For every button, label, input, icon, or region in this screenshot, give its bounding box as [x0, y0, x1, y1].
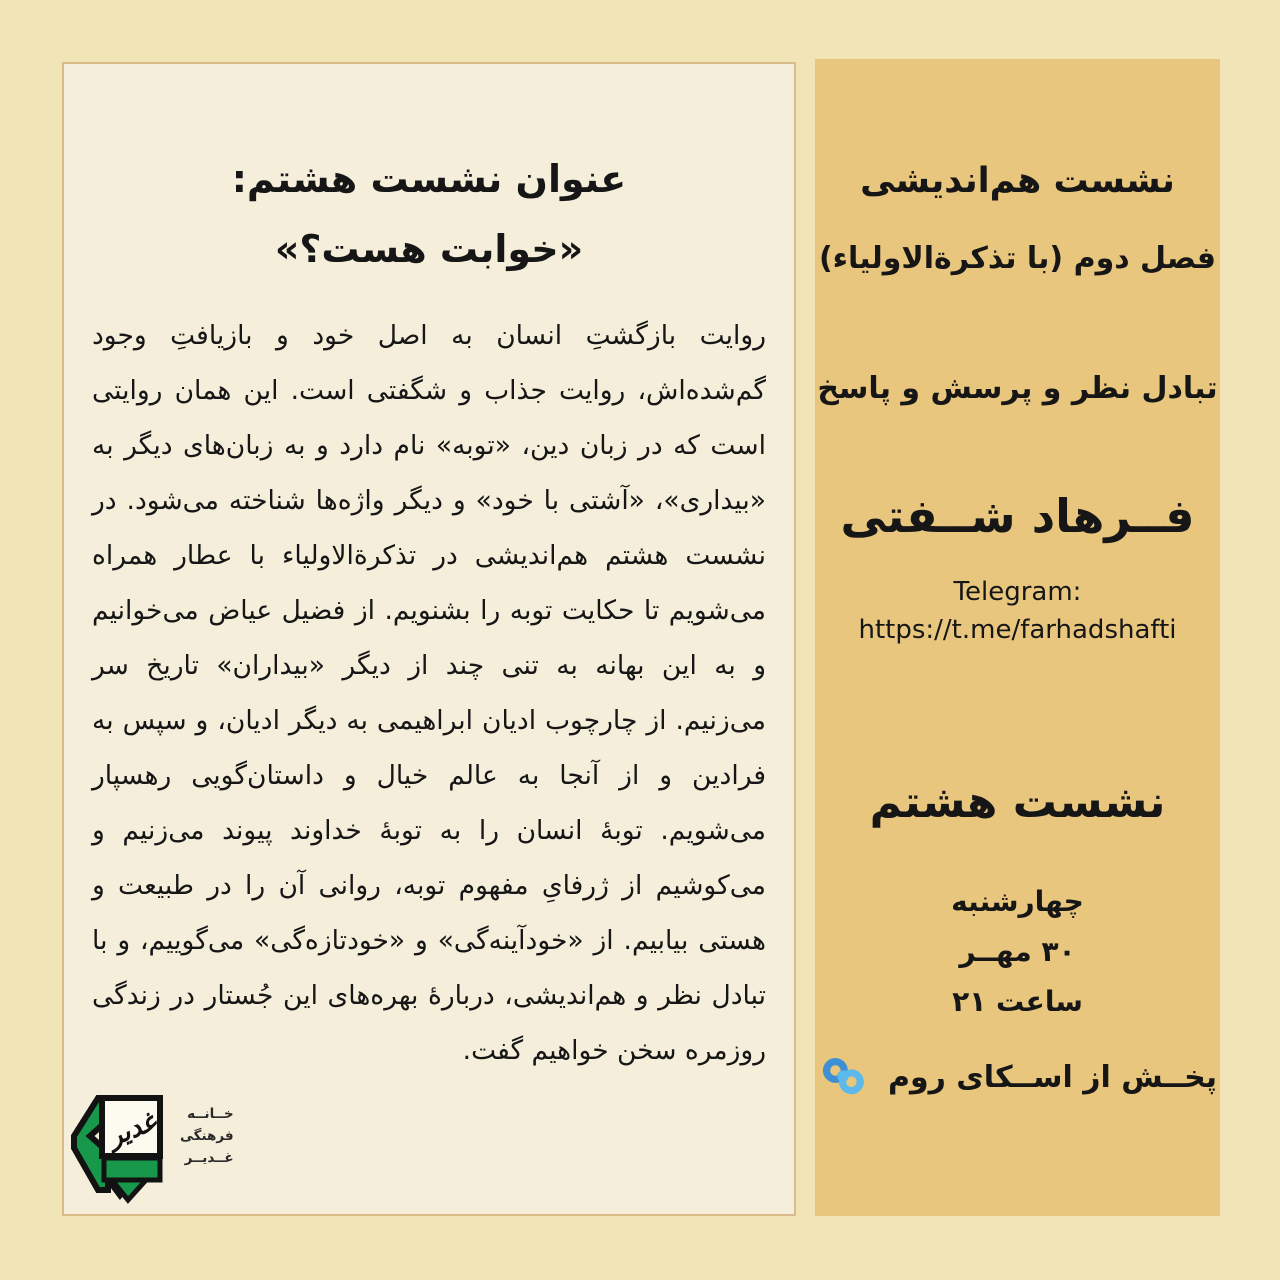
org-line2: فرهنگی: [180, 1128, 234, 1144]
broadcast-label: پخــش از اســکای روم: [887, 1059, 1218, 1095]
ghadir-logo-icon: [68, 1088, 168, 1210]
speaker-name: فــرهاد شــفتی: [840, 489, 1195, 543]
event-time: ساعت ۲۱: [952, 985, 1083, 1018]
skyroom-icon: [818, 1055, 870, 1099]
ghadir-calligraphy: غدیر: [103, 1106, 161, 1153]
left-panel: [62, 62, 796, 1216]
right-panel: [815, 59, 1220, 1216]
session-title-line2: «خوابت هست؟»: [274, 227, 584, 271]
telegram-url[interactable]: https://t.me/farhadshafti: [858, 615, 1177, 645]
qa-heading: تبادل نظر و پرسش و پاسخ: [817, 371, 1218, 406]
broadcast-row: [815, 1055, 1220, 1099]
session-number-heading: نشست هشتم: [869, 777, 1166, 828]
ghadir-logo: [68, 1088, 234, 1210]
ghadir-logo-caption: [180, 1103, 234, 1195]
session-title: [64, 144, 794, 284]
event-weekday: چهارشنبه: [951, 885, 1084, 918]
meeting-type-heading: نشست هم‌اندیشی: [860, 161, 1175, 201]
org-line3: غــدیــر: [184, 1150, 234, 1166]
event-date: ۳۰ مهــر: [959, 935, 1076, 968]
season-heading: فصل دوم (با تذکرةالاولیاء): [818, 241, 1217, 276]
org-line1: خــانــه: [187, 1106, 234, 1122]
session-title-line1: عنوان نشست هشتم:: [231, 157, 627, 201]
session-description: روایت بازگشتِ انسان به اصل خود و بازیافتِ وجود گم‌شده‌اش، روایت جذاب و شگفتی است. این همان روایتی است که در زبان دین، «توبه» نام دارد و به زبان‌های دیگر به «بیداری»، «آشتی با خود» و دیگر واژه‌ها شناخته می‌شود. در نشست هشتم هم‌اندیشی در تذکرةالاولیاء با عطار همراه می‌شویم تا حکایت توبه را بشنویم. از فضیل عیاض می‌خوانیم و به این بهانه به تنی چند از دیگر «بیداران» تاریخ سر می‌زنیم. از چارچوب ادیان ابراهیمی به دیگر ادیان، و سپس به فرادین و از آنجا به عالم خیال و داستان‌گویی رهسپار می‌شویم. توبهٔ انسان را به توبهٔ خداوند پیوند می‌زنیم و می‌کوشیم از ژرفایِ مفهوم توبه، روانی آن را در طبیعت و هستی بیابیم. از «خودآینه‌گی» و «خودتازه‌گی» می‌گوییم، و با تبادل نظر و هم‌اندیشی، دربارهٔ بهره‌های این جُستار در زندگی روزمره سخن خواهیم گفت.: [92, 320, 766, 1066]
telegram-label: Telegram:: [953, 577, 1082, 607]
